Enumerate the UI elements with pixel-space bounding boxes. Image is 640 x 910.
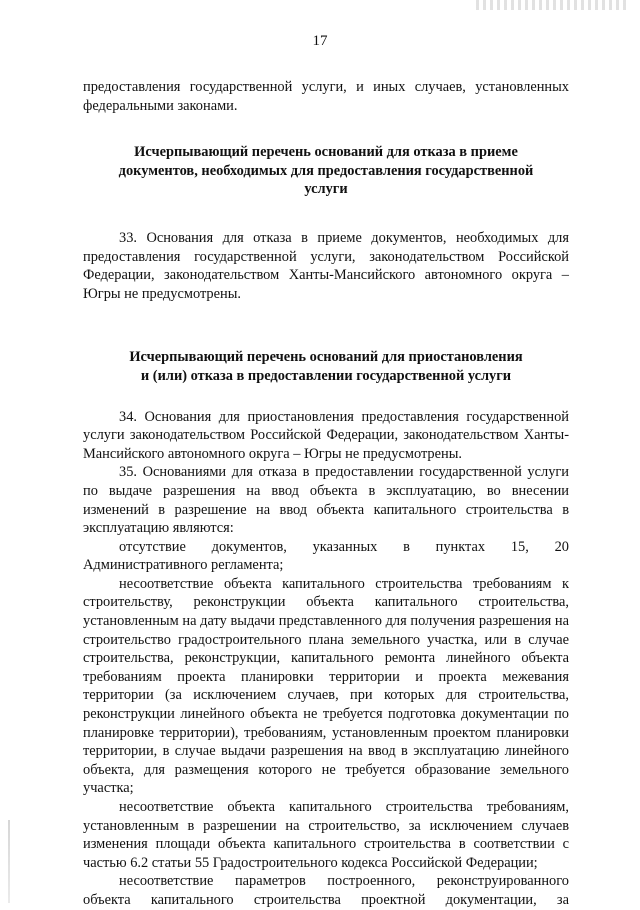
paragraph-34: 34. Основания для приостановления предоставления государственной услуги законодательством Российской Федерации, законодательством Ханты-Мансийского автономного округа – Югры не предусмотрены. (83, 408, 569, 462)
document-body (83, 78, 569, 910)
scan-edge-shadow (8, 820, 10, 903)
heading-line: Исчерпывающий перечень оснований для отказа в приеме (134, 144, 518, 161)
section-heading-refusal-acceptance (83, 143, 569, 199)
list-item-1-line-2: Административного регламента; (83, 557, 284, 574)
paragraph-35: 35. Основаниями для отказа в предоставлении государственной услуги по выдаче разрешения на ввод объекта в эксплуатацию, во внесении изменений в разрешение на ввод объекта капитального строительства в эксплуатацию являются: (83, 464, 569, 537)
heading-line: услуги (304, 181, 348, 198)
list-item-3: несоответствие объекта капитального строительства требованиям, установленным в разрешении на строительство, за исключением случаев изменения площади объекта капитального строительства в соответствии с частью 6.2 статьи 55 Градостроительного кодекса Российской Федерации; (83, 799, 569, 871)
section-heading-suspension-refusal (83, 348, 569, 385)
intro-paragraph: предоставления государственной услуги, и иных случаев, установленных федеральными законами. (83, 79, 569, 114)
list-item-2: несоответствие объекта капитального строительства требованиям к строительству, реконструкции объекта капитального строительства, установленным на дату выдачи представленного для получения разрешения на строительство градостроительного плана земельного участка, или в случае строительства, реконструкции, капитального ремонта линейного объекта требованиям проекта планировки территории и проекта межевания территории (за исключением случаев, при которых для строительства, реконструкции линейного объекта не требуется подготовка документации по планировке территории), требованиям, установленным проектом планировки территории, в случае выдачи разрешения на ввод в эксплуатацию линейного объекта, для размещения которого не требуется образование земельного участка; (83, 575, 569, 797)
paragraph-33: 33. Основания для отказа в приеме документов, необходимых для предоставления государственной услуги, законодательством Российской Федерации, законодательством Ханты-Мансийского автономного округа – Югры не предусмотрены. (83, 229, 569, 302)
page-number: 17 (312, 33, 328, 49)
heading-line: документов, необходимых для предоставления государственной (118, 162, 534, 179)
heading-line: и (или) отказа в предоставлении государственной услуги (140, 367, 512, 384)
list-item-4-line-2: объекта капитального строительства проектной документации, за (83, 891, 569, 908)
spacer (83, 115, 569, 143)
list-item-4-line-1: несоответствие параметров построенного, реконструированного (119, 873, 569, 890)
heading-line: Исчерпывающий перечень оснований для приостановления (129, 349, 523, 366)
scan-artifact (476, 0, 626, 10)
spacer (83, 199, 569, 229)
list-item-1-line-1: отсутствие документов, указанных в пунктах 15, 20 (119, 538, 569, 555)
spacer (83, 303, 569, 348)
spacer (83, 386, 569, 408)
